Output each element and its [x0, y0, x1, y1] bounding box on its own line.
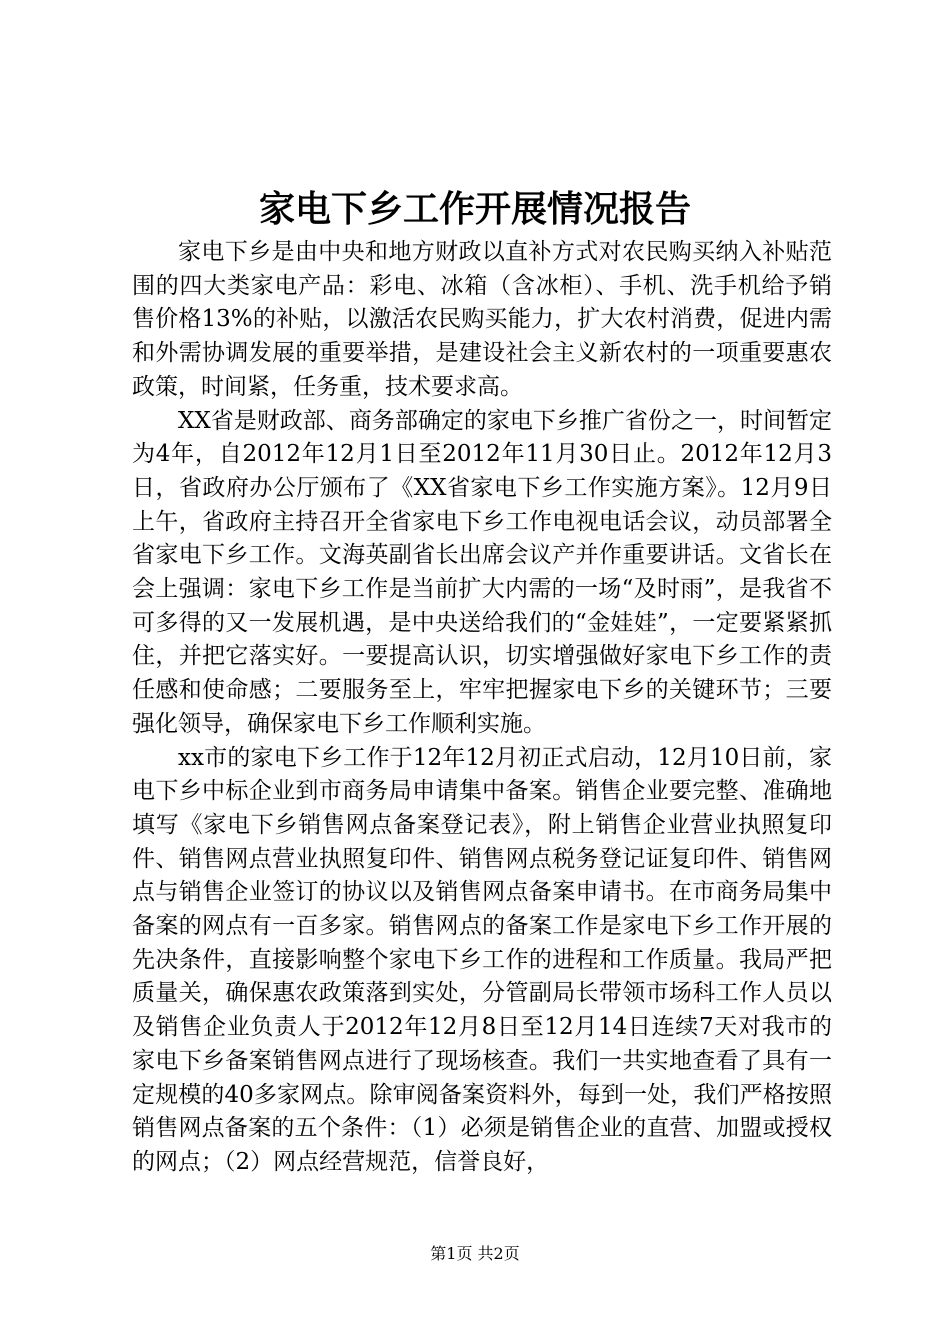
document-body [132, 236, 832, 1180]
page-footer: 第1页 共2页 [430, 1244, 520, 1263]
paragraph-3: xx市的家电下乡工作于12年12月初正式启动，12月10日前，家电下乡中标企业到市商务局申请集中备案。销售企业要完整、准确地填写《家电下乡销售网点备案登记表》，附上销售企业营业执照复印件、销售网点营业执照复印件、销售网点税务登记证复印件、销售网点与销售企业签订的协议以及销售网点备案申请书。在市商务局集中备案的网点有一百多家。销售网点的备案工作是家电下乡工作开展的先决条件，直接影响整个家电下乡工作的进程和工作质量。我局严把质量关，确保惠农政策落到实处，分管副局长带领市场科工作人员以及销售企业负责人于2012年12月8日至12月14日连续7天对我市的家电下乡备案销售网点进行了现场核查。我们一共实地查看了具有一定规模的40多家网点。除审阅备案资料外，每到一处，我们严格按照销售网点备案的五个条件：（1）必须是销售企业的直营、加盟或授权的网点；（2）网点经营规范，信誉良好， [132, 744, 832, 1175]
paragraph-2: XX省是财政部、商务部确定的家电下乡推广省份之一，时间暂定为4年，自2012年12月1日至2012年11月30日止。2012年12月3日，省政府办公厅颁布了《XX省家电下乡工作实施方案》。12月9日上午，省政府主持召开全省家电下乡工作电视电话会议，动员部署全省家电下乡工作。文海英副省长出席会议产并作重要讲话。文省长在会上强调：家电下乡工作是当前扩大内需的一场“及时雨”，是我省不可多得的又一发展机遇，是中央送给我们的“金娃娃”，一定要紧紧抓住，并把它落实好。一要提高认识，切实增强做好家电下乡工作的责任感和使命感；二要服务至上，牢牢把握家电下乡的关键环节；三要强化领导，确保家电下乡工作顺利实施。 [132, 407, 832, 737]
document-title: 家电下乡工作开展情况报告 [258, 188, 691, 230]
paragraph-1: 家电下乡是由中央和地方财政以直补方式对农民购买纳入补贴范围的四大类家电产品：彩电、冰箱（含冰柜）、手机、洗手机给予销售价格13%的补贴，以激活农民购买能力，扩大农村消费，促进内需和外需协调发展的重要举措，是建设社会主义新农村的一项重要惠农政策，时间紧，任务重，技术要求高。 [132, 239, 832, 400]
